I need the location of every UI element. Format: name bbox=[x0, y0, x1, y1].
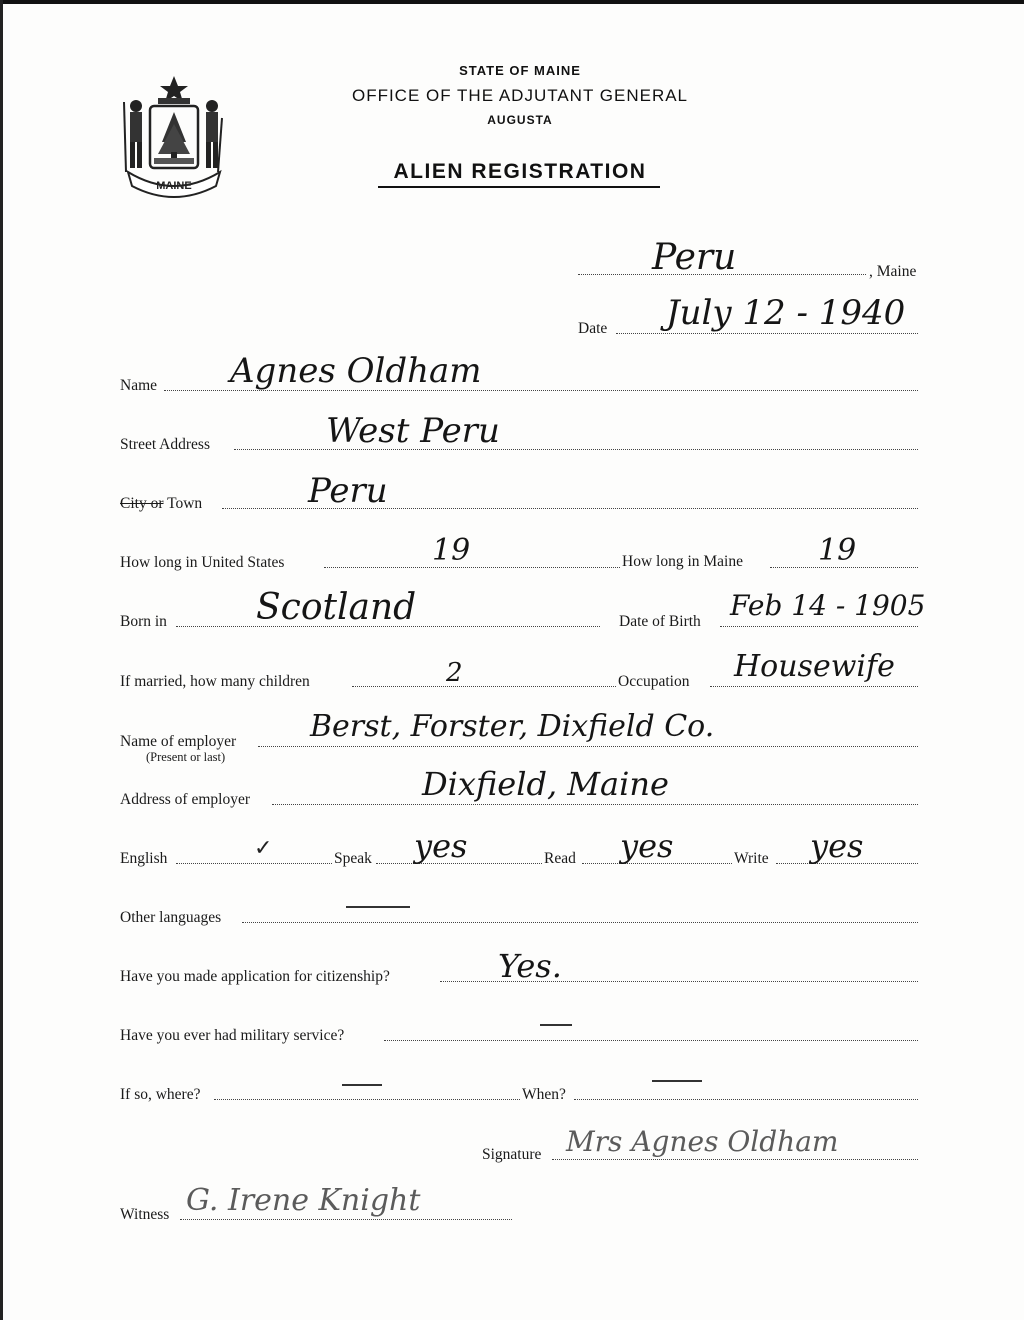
signature-line bbox=[552, 1159, 918, 1160]
if-so-where-label: If so, where? bbox=[120, 1086, 201, 1103]
town-label-group bbox=[120, 495, 202, 513]
date-value: July 12 - 1940 bbox=[666, 293, 906, 333]
employer-value: Berst, Forster, Dixfield Co. bbox=[310, 709, 715, 744]
children-value: 2 bbox=[446, 658, 463, 688]
seal-ribbon-text: MAINE bbox=[156, 180, 192, 192]
witness-line bbox=[180, 1219, 512, 1220]
military-label: Have you ever had military service? bbox=[120, 1027, 345, 1044]
maine-state-seal bbox=[118, 72, 230, 200]
citizenship-label: Have you made application for citizenship? bbox=[120, 968, 390, 985]
other-languages-dash bbox=[346, 906, 410, 908]
header-office: OFFICE OF THE ADJUTANT GENERAL bbox=[351, 86, 689, 105]
children-line bbox=[352, 686, 616, 687]
town-label: Town bbox=[163, 495, 203, 512]
employer-label: Name of employer bbox=[120, 733, 237, 750]
read-value: yes bbox=[620, 827, 674, 865]
born-in-label: Born in bbox=[120, 613, 167, 630]
scan-edge-left bbox=[0, 0, 3, 1320]
speak-label: Speak bbox=[334, 850, 372, 867]
employer-address-value: Dixfield, Maine bbox=[422, 765, 669, 803]
years-us-value: 19 bbox=[432, 533, 471, 568]
other-languages-label: Other languages bbox=[120, 909, 222, 926]
speak-value: yes bbox=[414, 827, 468, 865]
signature-label: Signature bbox=[482, 1146, 542, 1163]
read-label: Read bbox=[544, 850, 576, 867]
employer-address-line bbox=[272, 804, 918, 805]
years-us-line bbox=[324, 567, 620, 568]
title-underline bbox=[378, 186, 660, 188]
occupation-line bbox=[710, 686, 918, 687]
write-label: Write bbox=[734, 850, 769, 867]
english-check-mark: ✓ bbox=[254, 836, 273, 861]
when-label: When? bbox=[522, 1086, 566, 1103]
years-us-label: How long in United States bbox=[120, 554, 285, 571]
other-languages-line bbox=[242, 922, 918, 923]
town-top-value: Peru bbox=[652, 237, 737, 278]
years-maine-label: How long in Maine bbox=[622, 553, 743, 570]
citizenship-value: Yes. bbox=[498, 947, 562, 985]
write-value: yes bbox=[810, 827, 864, 865]
dob-line bbox=[720, 626, 918, 627]
witness-value: G. Irene Knight bbox=[186, 1183, 421, 1218]
english-label: English bbox=[120, 850, 168, 867]
when-dash bbox=[652, 1080, 702, 1082]
form-title: ALIEN REGISTRATION bbox=[393, 160, 647, 183]
where-dash bbox=[342, 1084, 382, 1086]
dob-label: Date of Birth bbox=[619, 613, 701, 630]
street-value: West Peru bbox=[326, 411, 500, 451]
employer-address-label: Address of employer bbox=[120, 791, 250, 808]
children-label: If married, how many children bbox=[120, 673, 310, 690]
date-line bbox=[616, 333, 918, 334]
maine-label: , Maine bbox=[869, 263, 917, 280]
occupation-label: Occupation bbox=[618, 673, 690, 690]
employer-sub-label: (Present or last) bbox=[146, 750, 226, 764]
header-state: STATE OF MAINE bbox=[459, 63, 581, 78]
name-label: Name bbox=[120, 377, 158, 394]
town-value: Peru bbox=[308, 471, 388, 511]
witness-label: Witness bbox=[120, 1206, 170, 1223]
employer-line bbox=[258, 746, 918, 747]
name-value: Agnes Oldham bbox=[230, 351, 482, 391]
dob-value: Feb 14 - 1905 bbox=[730, 589, 926, 622]
signature-value: Mrs Agnes Oldham bbox=[566, 1125, 839, 1158]
scan-edge-top bbox=[0, 0, 1024, 4]
born-in-value: Scotland bbox=[256, 587, 417, 628]
where-line bbox=[214, 1099, 520, 1100]
city-strikeout-label: City or bbox=[120, 495, 164, 512]
occupation-value: Housewife bbox=[734, 649, 895, 684]
military-line bbox=[384, 1040, 918, 1041]
years-maine-value: 19 bbox=[818, 533, 857, 568]
military-dash bbox=[540, 1024, 572, 1026]
english-line bbox=[176, 863, 332, 864]
date-label: Date bbox=[578, 320, 608, 337]
header-city: AUGUSTA bbox=[487, 113, 553, 127]
street-label: Street Address bbox=[120, 436, 210, 453]
when-line bbox=[574, 1099, 918, 1100]
